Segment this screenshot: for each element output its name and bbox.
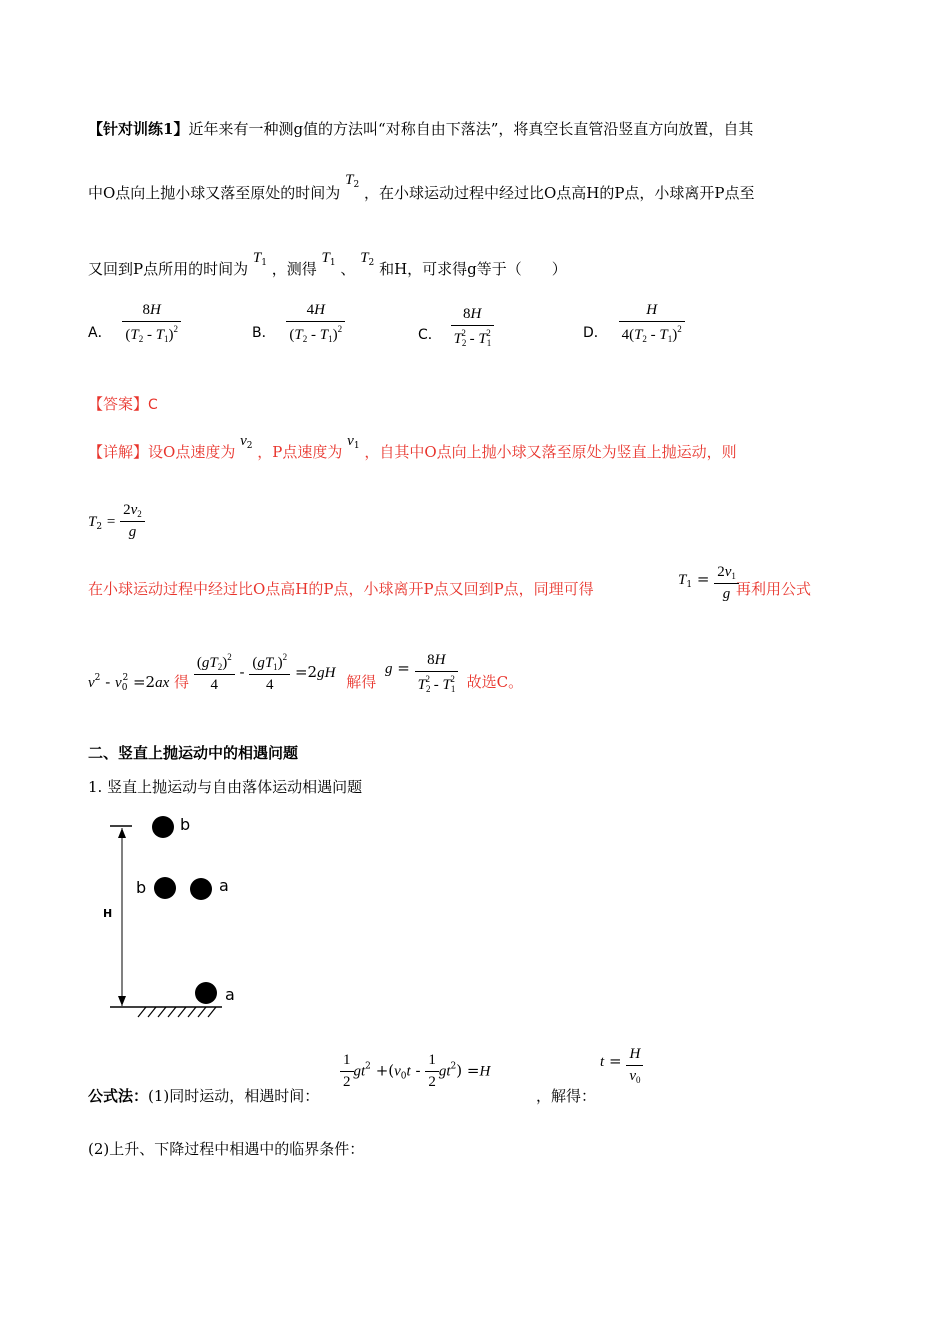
explanation-text-1c: ，自其中O点向上抛小球又落至原处为竖直上抛运动，则 (364, 443, 737, 461)
section-item-2: (2)上升、下降过程中相遇中的临界条件： (88, 1140, 365, 1158)
var-v1: $v_1$ (347, 433, 360, 451)
problem-line-1 (88, 118, 753, 139)
explanation-text-1a: 设O点速度为 (148, 443, 236, 461)
option-b-formula (286, 302, 345, 344)
var-T2: $T_2$ (345, 172, 360, 190)
arrow-up-head (118, 828, 126, 838)
option-a-label: A． (88, 325, 112, 341)
problem-line-3 (88, 250, 567, 280)
arrow-down-head (118, 996, 126, 1006)
option-d-num: H (619, 302, 685, 322)
meeting-time-result: t = $\frac{H}{v_0}$ (600, 1046, 643, 1085)
ball-b-top (152, 816, 174, 838)
explanation-text-3b: 再利用公式 (736, 580, 812, 598)
problem-text-3b: ，测得 (271, 260, 317, 278)
kinematics-frac-2: $\frac{(gT_1)^2}{4}$ (249, 652, 290, 694)
var-T1-b: $T_1$ (321, 250, 336, 268)
ball-a-middle (190, 878, 212, 900)
height-label: H (103, 907, 113, 920)
answer-value: C (148, 397, 158, 413)
option-c-num: 8H (451, 306, 494, 326)
option-d-label: D． (583, 325, 608, 341)
explanation-de: 得 (174, 673, 190, 691)
meeting-diagram (100, 812, 260, 1022)
option-d-formula (619, 302, 685, 344)
option-c-den: $T_2^2 - T_1^2$ (453, 328, 492, 348)
explanation-line-1 (88, 433, 737, 463)
option-a-den: $(T_2 - T_1)^2$ (125, 324, 179, 344)
option-b-label: B． (252, 325, 276, 341)
problem-text-2b: ，在小球运动过程中经过比O点高H的P点，小球离开P点至 (363, 184, 755, 202)
explanation-end: 故选C。 (466, 673, 524, 691)
explanation-label: 【详解】 (88, 443, 149, 461)
var-v2: $v_2$ (240, 433, 253, 451)
explanation-text-3a: 在小球运动过程中经过比O点高H的P点，小球离开P点又回到P点，同理可得 (88, 580, 594, 598)
label-b-top: b (180, 815, 191, 834)
equation-T2-frac: $\frac{2v_2}{g}$ (120, 502, 145, 541)
option-c-label: C． (418, 327, 442, 343)
answer-label: 【答案】 (88, 395, 149, 413)
option-c[interactable] (418, 306, 494, 348)
label-a-bottom: a (225, 985, 235, 1004)
problem-text-3d: 和H，可求得g等于（ ） (379, 260, 567, 278)
equation-T1-frac: $\frac{2v_1}{g}$ (714, 564, 739, 603)
result-frac: $\frac{8H}{T_2^2 - T_1^2}$ (415, 652, 458, 694)
formula-label: 公式法： (88, 1087, 149, 1105)
option-a[interactable] (88, 302, 181, 344)
equation-T1: $T_1$ = $\frac{2v_1}{g}$ (678, 564, 739, 603)
label-b-middle: b (136, 878, 147, 897)
formula-method-line (88, 1085, 319, 1106)
section-heading: 二、竖直上抛运动中的相遇问题 (88, 744, 299, 762)
option-d[interactable] (583, 302, 685, 344)
equation-T2: $T_2$ = $\frac{2v_2}{g}$ (88, 502, 145, 541)
var-T1: $T_1$ (252, 250, 267, 268)
option-b[interactable] (252, 302, 345, 344)
option-b-den: $(T_2 - T_1)^2$ (289, 324, 343, 344)
explanation-jie: 解得 (346, 673, 377, 691)
var-T2-b: $T_2$ (360, 250, 375, 268)
option-c-formula (451, 306, 494, 348)
problem-text-3c: 、 (340, 260, 356, 278)
kinematics-frac-1: $\frac{(gT_2)^2}{4}$ (194, 652, 235, 694)
problem-text-2a: 中O点向上抛小球又落至原处的时间为 (88, 184, 341, 202)
ball-b-middle (154, 877, 176, 899)
option-b-num: 4H (286, 302, 345, 322)
problem-line-2 (88, 172, 755, 204)
ball-a-bottom (195, 982, 217, 1004)
equation-kinematics: $v^2 - v_0^2 =2ax$ 得 $\frac{(gT_2)^2}{4}$ - $\frac{(gT_1)^2}{4}$ =2gH 解得 g = $\frac{8H}{T_2^2 - T_1^2}$ 故选C。 (88, 652, 524, 694)
problem-text-3a: 又回到P点所用的时间为 (88, 260, 249, 278)
answer-line (88, 393, 158, 414)
formula-text-b: ，解得： (536, 1087, 597, 1105)
explanation-line-3 (88, 578, 594, 599)
explanation-text-1b: ，P点速度为 (257, 443, 343, 461)
option-a-num: 8H (122, 302, 181, 322)
section-item-1: 1. 竖直上抛运动与自由落体运动相遇问题 (88, 778, 363, 796)
option-a-formula (122, 302, 181, 344)
label-a-middle: a (219, 876, 229, 895)
problem-tag: 【针对训练1】 (88, 120, 189, 138)
ground-hatching (138, 1007, 216, 1017)
meeting-equation: $\frac{1}{2}$ $gt^2 +(v_0t$ - $\frac{1}{2}$ $gt^2) =H$ (340, 1052, 490, 1091)
formula-text-a: (1)同时运动，相遇时间： (148, 1087, 320, 1105)
option-d-den: $4(T_2 - T_1)^2$ (621, 324, 682, 344)
problem-text-1: 近年来有一种测g值的方法叫“对称自由下落法”，将真空长直管沿竖直方向放置，自其 (188, 120, 754, 138)
